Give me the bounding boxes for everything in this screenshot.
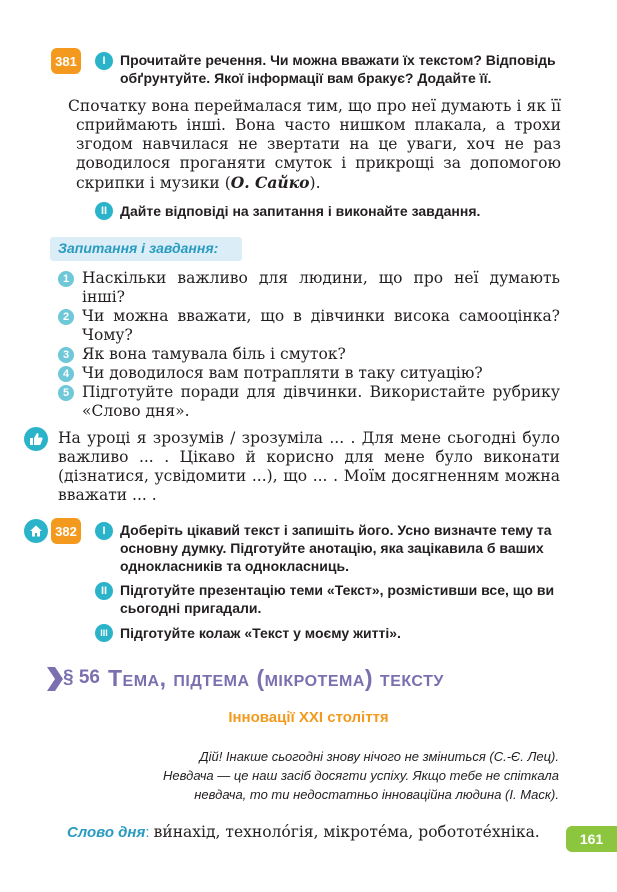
word-of-day: Слово дня: ви́нахід, техноло́гія, мікроте́ма, робототе́хніка.	[67, 823, 540, 841]
question: Як вона тамувала біль і смуток?	[82, 345, 346, 363]
level-two-marker: II	[95, 202, 113, 220]
question-number: 4	[58, 366, 74, 382]
exercise-number-badge: 381	[51, 48, 81, 74]
level-three-marker: III	[95, 624, 113, 642]
questions-label: Запитання і завдання:	[58, 240, 219, 256]
reflection-text: На уроці я зрозумів / зрозуміла ... . Для мене сьогодні було важливо ... . Цікаво й корисно для мене було виконати (дізнатися, усвідомити ...), що ... . Моїм досягненням можна вважати ... .	[58, 429, 560, 504]
exercise-task: Доберіть цікавий текст і запишіть його. Усно визначте тему та основну думку. Підготуйте анотацію, яка зацікавила б ваших однокласників та однокласниць.	[120, 522, 552, 574]
exercise-text: Спочатку вона переймалася тим, що про неї думають і як її сприймають інші. Вона часто нишком плакала, а трохи згодом навчилася не звертати на це уваги, хоч не раз доводилося проганяти смуток і прикрощі за допомогою скрипки і музики (О. Сайко).	[68, 97, 561, 192]
section-chevron-icon	[47, 667, 63, 691]
question: Підготуйте поради для дівчинки. Використайте рубрику «Слово дня».	[82, 383, 560, 420]
author: О. Сайко	[230, 173, 310, 192]
question-number: 3	[58, 347, 74, 363]
question-number: 2	[58, 309, 74, 325]
word-of-day-words: ви́нахід, техноло́гія, мікроте́ма, робототе́хніка.	[153, 823, 540, 841]
word-of-day-label: Слово дня	[67, 824, 146, 841]
thumbs-up-icon	[24, 427, 48, 451]
questions-label-box	[50, 237, 242, 261]
house-icon	[24, 519, 48, 543]
question-number: 5	[58, 385, 74, 401]
epigraph-quote: Дій! Інакше сьогодні знову нічого не зміниться (С.-Є. Лец).	[199, 749, 559, 764]
question: Наскільки важливо для людини, що про неї думають інші?	[82, 269, 560, 306]
section-subtitle: Інновації XXI століття	[228, 709, 389, 726]
exercise-number-badge: 382	[51, 518, 81, 544]
section-title: Тема, підтема (мікротема) тексту	[108, 665, 444, 691]
exercise-task: Дайте відповіді на запитання і виконайте завдання.	[120, 203, 481, 219]
exercise-task: Прочитайте речення. Чи можна вважати їх текстом? Відповідь обґрунтуйте. Якої інформації вам бракує? Додайте її.	[120, 52, 556, 86]
epigraph-quote: Невдача — це наш засіб досягти успіху. Якщо тебе не спіткала	[163, 768, 559, 783]
exercise-task: Підготуйте колаж «Текст у моєму житті».	[120, 625, 401, 641]
epigraph-quote: невдача, то ти недостатньо інноваційна людина (І. Маск).	[194, 787, 559, 802]
level-two-marker: II	[95, 582, 113, 600]
page-number: 161	[566, 826, 617, 852]
level-one-marker: I	[95, 52, 113, 70]
question: Чи можна вважати, що в дівчинки висока самооцінка? Чому?	[82, 307, 560, 344]
question: Чи доводилося вам потрапляти в таку ситуацію?	[82, 364, 483, 382]
question-number: 1	[58, 271, 74, 287]
section-number: § 56	[63, 667, 100, 688]
exercise-task: Підготуйте презентацію теми «Текст», розмістивши все, що ви сьогодні пригадали.	[120, 582, 555, 616]
level-one-marker: I	[95, 522, 113, 540]
